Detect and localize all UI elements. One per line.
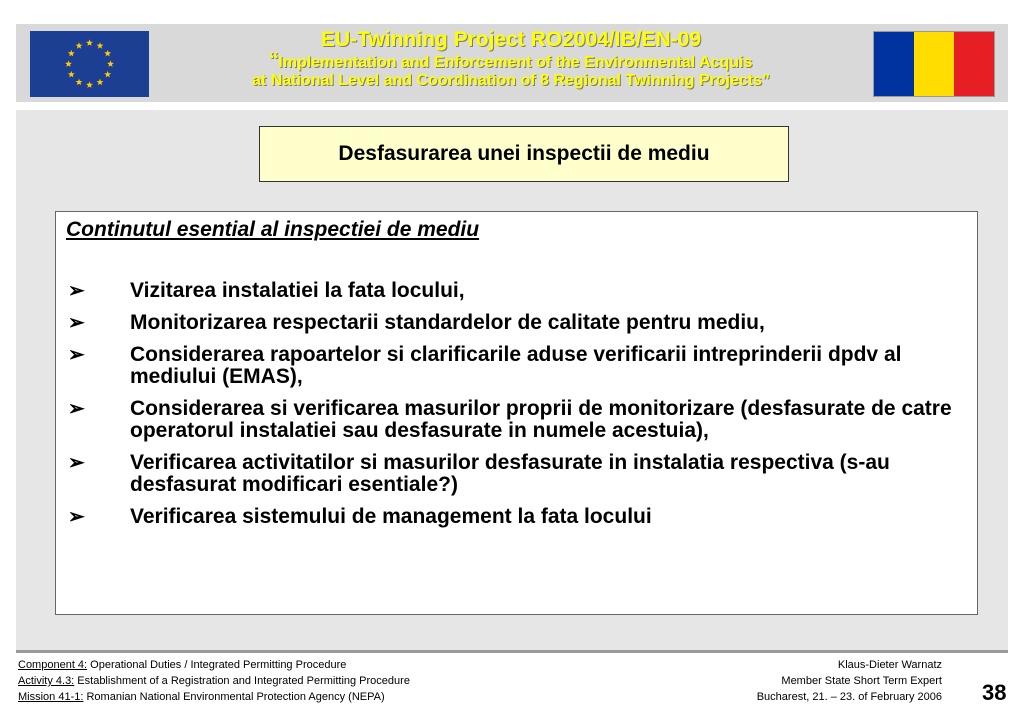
star-icon	[107, 60, 114, 67]
flag-stripe-yellow	[914, 32, 954, 96]
slide-title: Desfasurarea unei inspectii de mediu	[338, 142, 710, 165]
bullet-item	[56, 506, 956, 528]
bullet-item	[56, 344, 956, 388]
content-box	[55, 211, 978, 615]
header-text	[150, 28, 872, 90]
romania-flag-icon	[873, 31, 995, 97]
page-number: 38	[982, 680, 1007, 705]
footer-component	[18, 657, 410, 673]
project-subtitle-line2: at National Level and Coordination of 8 Regional Twinning Projects”	[252, 72, 770, 89]
expert-role: Member State Short Term Expert	[781, 675, 942, 687]
mission-label: Mission 41-1:	[18, 691, 84, 703]
location-date: Bucharest, 21. – 23. of February 2006	[756, 691, 942, 703]
eu-flag-icon	[30, 31, 149, 97]
arrow-bullet-icon: ➢	[68, 398, 85, 420]
activity-label: Activity 4.3:	[18, 675, 75, 687]
star-icon	[104, 50, 111, 57]
bullet-text: Monitorizarea respectarii standardelor de calitate pentru mediu,	[130, 311, 765, 334]
star-icon	[76, 42, 83, 49]
bullet-item	[56, 312, 956, 334]
content-heading: Continutul esential al inspectiei de mediu	[66, 218, 480, 241]
open-quote: “	[269, 46, 279, 76]
star-icon	[97, 42, 104, 49]
footer-activity	[18, 673, 410, 689]
bullet-text: Considerarea si verificarea masurilor proprii de monitorizare (desfasurate de catre operatorul instalatiei sau desfasurate in numele acestuia),	[130, 397, 952, 442]
star-icon	[65, 60, 72, 67]
arrow-bullet-icon: ➢	[68, 344, 85, 366]
footer-right	[757, 657, 942, 705]
component-text: Operational Duties / Integrated Permitting Procedure	[87, 659, 347, 671]
footer-left	[18, 657, 410, 705]
arrow-bullet-icon: ➢	[68, 312, 85, 334]
project-subtitle-line1	[150, 46, 872, 76]
arrow-bullet-icon: ➢	[68, 452, 85, 474]
activity-text: Establishment of a Registration and Integrated Permitting Procedure	[74, 675, 410, 687]
arrow-bullet-icon: ➢	[68, 506, 85, 528]
bullet-item	[56, 398, 956, 442]
star-icon	[86, 39, 93, 46]
arrow-bullet-icon: ➢	[68, 280, 85, 302]
flag-stripe-red	[954, 32, 994, 96]
project-title: EU-Twinning Project RO2004/IB/EN-09	[320, 28, 702, 51]
subtitle-line1-text: Implementation and Enforcement of the Environmental Acquis	[278, 54, 753, 71]
star-icon	[68, 50, 75, 57]
bullet-item	[56, 280, 956, 302]
star-icon	[104, 71, 111, 78]
footer-divider	[16, 650, 1008, 653]
bullet-text: Verificarea sistemului de management la fata locului	[130, 505, 652, 528]
star-icon	[76, 79, 83, 86]
bullet-text: Considerarea rapoartelor si clarificarile aduse verificarii intreprinderii dpdv al mediului (EMAS),	[130, 343, 902, 388]
bullet-text: Vizitarea instalatiei la fata locului,	[130, 279, 465, 302]
star-icon	[86, 81, 93, 88]
slide-title-box	[259, 126, 789, 182]
component-label: Component 4:	[18, 659, 88, 671]
bullet-item	[56, 452, 956, 496]
bullet-text: Verificarea activitatilor si masurilor desfasurate in instalatia respectiva (s-au desfasurat modificari esentiale?)	[130, 451, 890, 496]
flag-stripe-blue	[874, 32, 914, 96]
footer-mission	[18, 689, 410, 705]
expert-name: Klaus-Dieter Warnatz	[837, 659, 942, 671]
star-icon	[68, 71, 75, 78]
star-icon	[97, 79, 104, 86]
mission-text: Romanian National Environmental Protection Agency (NEPA)	[83, 691, 385, 703]
bullet-list	[56, 280, 956, 538]
